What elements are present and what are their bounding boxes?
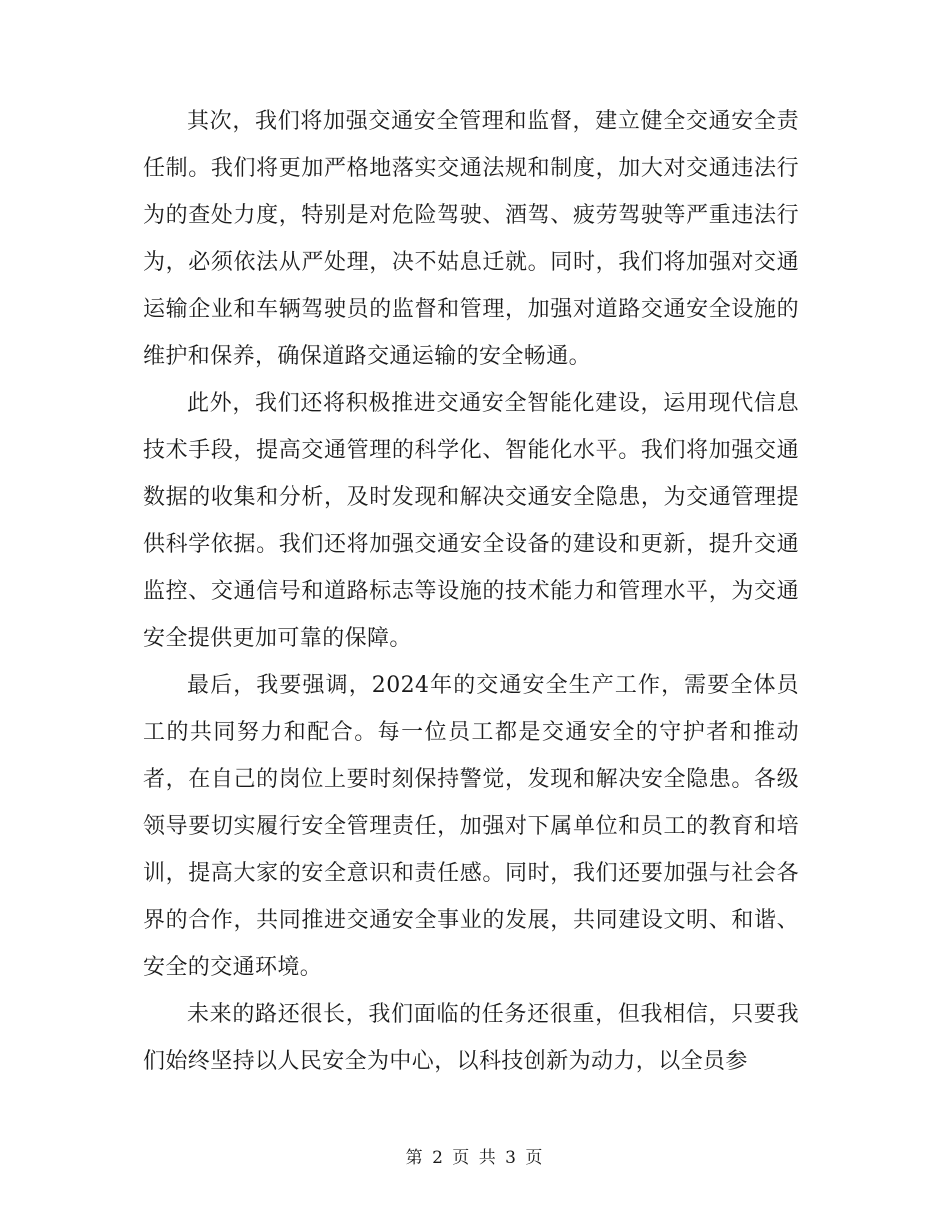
- paragraph-3: 最后，我要强调，2024年的交通安全生产工作，需要全体员工的共同努力和配合。每一位员工都是交通安全的守护者和推动者，在自己的岗位上要时刻保持警觉，发现和解决安全隐患。各级领导要切实履行安全管理责任，加强对下属单位和员工的教育和培训，提高大家的安全意识和责任感。同时，我们还要加强与社会各界的合作，共同推进交通安全事业的发展，共同建设文明、和谐、安全的交通环境。: [143, 673, 799, 980]
- paragraph-4: 未来的路还很长，我们面临的任务还很重，但我相信，只要我们始终坚持以人民安全为中心，以科技创新为动力，以全员参: [143, 1002, 799, 1074]
- page-footer: 第 2 页 共 3 页: [405, 1148, 545, 1168]
- paragraph-1: 其次，我们将加强交通安全管理和监督，建立健全交通安全责任制。我们将更加严格地落实交通法规和制度，加大对交通违法行为的查处力度，特别是对危险驾驶、酒驾、疲劳驾驶等严重违法行为，必须依法从严处理，决不姑息迁就。同时，我们将加强对交通运输企业和车辆驾驶员的监督和管理，加强对道路交通安全设施的维护和保养，确保道路交通运输的安全畅通。: [143, 109, 799, 369]
- paragraph-2: 此外，我们还将积极推进交通安全智能化建设，运用现代信息技术手段，提高交通管理的科学化、智能化水平。我们将加强交通数据的收集和分析，及时发现和解决交通安全隐患，为交通管理提供科学依据。我们还将加强交通安全设备的建设和更新，提升交通监控、交通信号和道路标志等设施的技术能力和管理水平，为交通安全提供更加可靠的保障。: [143, 391, 799, 651]
- document-body: [143, 98, 799, 1085]
